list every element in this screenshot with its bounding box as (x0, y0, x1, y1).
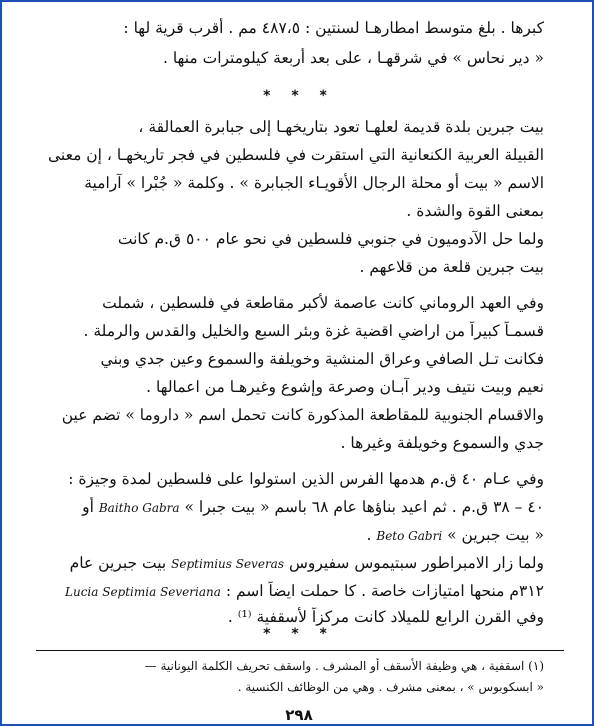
text-run: أو (82, 498, 94, 516)
text-run: « بيت جبرين » (447, 526, 544, 544)
footnote-separator (36, 650, 564, 651)
text-line (24, 581, 544, 602)
text-run: . (366, 526, 372, 544)
text-line: قسمـاً كبيراً من اراضي اقضية غزة وبئر السبع والخليل والقدس والرملة . (83, 322, 544, 340)
text-line: بيت جبرين بلدة قديمة لعلهـا تعود بتاريخهـا إلى جبابرة العمالقة ، (138, 118, 544, 136)
footnote-line: (١) اسقفية ، هي وظيفة الأسقف أو المشرف . واسقف تحريف الكلمة اليونانية — (144, 659, 544, 673)
page-number: ٢٩٨ (285, 706, 313, 724)
text-line: وفي القرن الرابع للميلاد كانت مركزاً لأسقفية ⁽¹⁾ . (227, 608, 544, 626)
text-line: الاسم « بيت أو محلة الرجال الأقويـاء الجبابرة » . وكلمة « جُبْرا » آرامية (84, 174, 544, 192)
latin-name: Lucia Septimia Severiana (65, 585, 221, 599)
section-divider: * * * (263, 88, 335, 104)
text-run: ولما زار الامبراطور سبتيموس سفيروس (288, 554, 544, 572)
latin-name: Septimius Severas (171, 557, 284, 571)
text-line (24, 553, 544, 574)
text-line: فكانت تـل الصافي وعراق المنشية وخويلفة والسموع وعين جدي وبني (100, 350, 544, 368)
text-run: ٤٠ – ٣٨ ق.م . ثم اعيد بناؤها عام ٦٨ باسم « بيت جبرا » (184, 498, 544, 516)
latin-name: Baitho Gabra (98, 501, 180, 515)
text-run: ٣١٢م منحها امتيازات خاصة . كا حملت ايضاً اسم : (225, 582, 544, 600)
text-line: القبيلة العربية الكنعانية التي استقرت في فلسطين في فجر تاريخهـا ، إن معنى (48, 146, 544, 164)
text-line (24, 525, 544, 546)
section-divider: * * * (263, 626, 335, 642)
text-line: بمعنى القوة والشدة . (406, 202, 544, 220)
text-line: جدي والسموع وخويلفة وغيرها . (340, 434, 544, 452)
text-line (24, 497, 544, 518)
text-line: بيت جبرين قلعة من قلاعهم . (359, 258, 544, 276)
text-line: والاقسام الجنوبية للمقاطعة المذكورة كانت تحمل اسم « داروما » تضم عين (61, 406, 544, 424)
text-run: بيت جبرين عام (69, 554, 167, 572)
latin-name: Beto Gabri (376, 529, 443, 543)
text-line: نعيم وبيت نتيف ودير آبـان وصرعة وإشوع وغيرهـا من اعمالها . (146, 378, 544, 396)
text-line: ولما حل الآدوميون في جنوبي فلسطين في نحو عام ٥٠٠ ق.م كانت (117, 230, 544, 248)
text-line: « دير نحاس » في شرقهـا ، على بعد أربعة كيلومترات منها . (162, 49, 544, 67)
text-line: وفي العهد الروماني كانت عاصمة لأكبر مقاطعة في فلسطين ، شملت (102, 294, 544, 312)
text-line: وفي عـام ٤٠ ق.م هدمها الفرس الذين استولوا على فلسطين لمدة وجيزة : (68, 470, 544, 488)
text-line: كبرها . بلغ متوسط امطارهـا لسنتين : ٤٨٧،٥ مم . أقرب قرية لها : (123, 19, 544, 37)
footnote-line: « ابسكوبوس » ، بمعنى مشرف . وهي من الوظائف الكنسية . (237, 680, 544, 694)
